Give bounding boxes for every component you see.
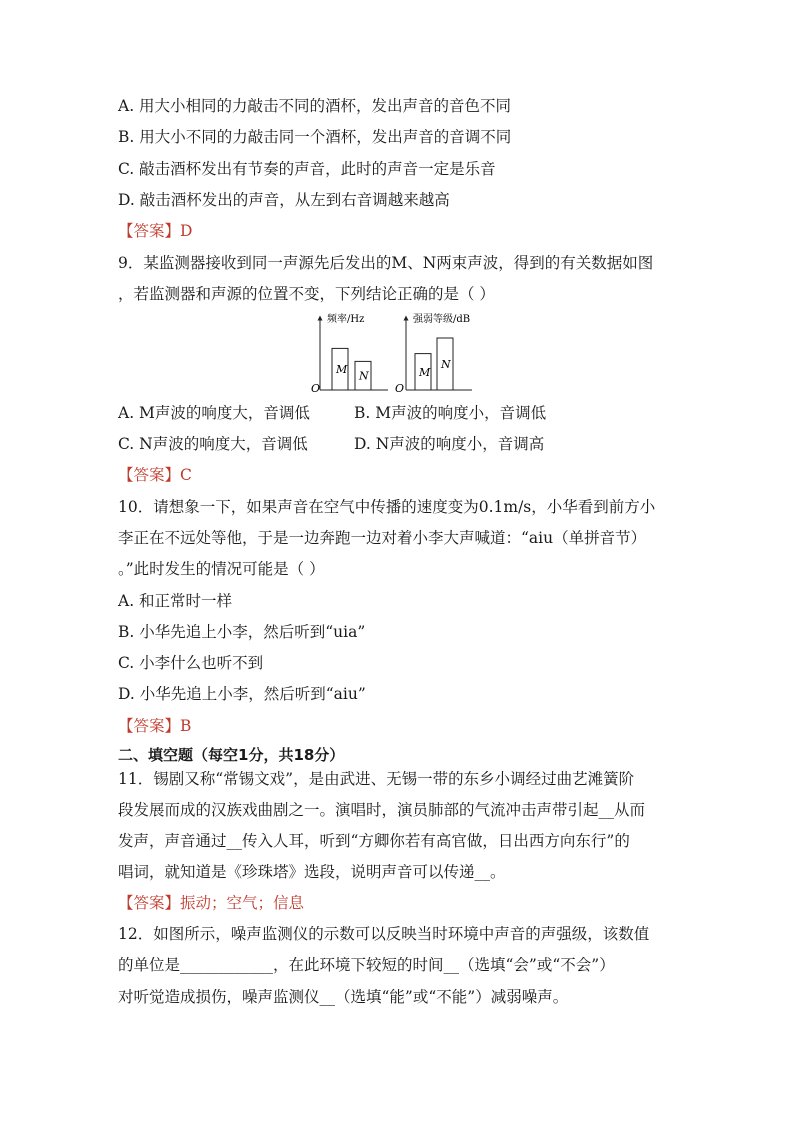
answer-tag: 【答案】 — [118, 717, 181, 735]
left-bar-m-label: M — [336, 363, 348, 377]
answer-tag: 【答案】 — [118, 894, 181, 912]
q9-options-row1 — [118, 403, 547, 423]
q8-option-d: D. 敲击酒杯发出的声音，从左到右音调越来越高 — [118, 191, 450, 209]
q9-figure — [300, 310, 500, 400]
origin-label-right: O — [395, 382, 405, 395]
answer-tag: 【答案】 — [118, 222, 181, 240]
answer-value: C — [180, 466, 192, 484]
section-heading: 二、填空题（每空1分，共18分） — [118, 746, 345, 764]
q8-option-a: A. 用大小相同的力敲击不同的酒杯，发出声音的音色不同 — [118, 97, 512, 115]
q10-stem-line1: 10．请想象一下，如果声音在空气中传播的速度变为0.1m/s，小华看到前方小 — [118, 498, 656, 516]
answer-value: D — [180, 222, 193, 240]
q10-stem-line3: 。”此时发生的情况可能是（ ） — [118, 560, 325, 578]
q10-option-d: D. 小华先追上小李，然后听到“aiu” — [118, 685, 366, 703]
left-axis-label: 频率/Hz — [327, 314, 365, 325]
q11-stem-line4: 唱词，就知道是《珍珠塔》选段，说明声音可以传递__。 — [118, 863, 506, 881]
q8-option-b: B. 用大小不同的力敲击同一个酒杯，发出声音的音调不同 — [118, 128, 512, 146]
q11-stem-line2: 段发展而成的汉族戏曲剧之一。演唱时，演员肺部的气流冲击声带引起__从而 — [118, 801, 646, 819]
q9-option-a: A. M声波的响度大，音调低 — [118, 404, 310, 422]
answer-value: 振动；空气；信息 — [180, 894, 305, 912]
q9-option-b: B. M声波的响度小，音调低 — [354, 404, 547, 422]
answer-value: B — [180, 717, 192, 735]
q12-stem-line1: 12．如图所示，噪声监测仪的示数可以反映当时环境中声音的声强级，该数值 — [118, 925, 650, 943]
q10-option-a: A. 和正常时一样 — [118, 592, 233, 610]
q10-stem-line2: 李正在不远处等他，于是一边奔跑一边对着小李大声喊道：“aiu（单拼音节） — [118, 529, 647, 547]
q9-option-d: D. N声波的响度小，音调高 — [354, 435, 545, 453]
q8-option-c: C. 敲击酒杯发出有节奏的声音，此时的声音一定是乐音 — [118, 160, 496, 178]
left-bar-n-label: N — [359, 369, 369, 383]
right-axis-label: 强弱等级/dB — [413, 314, 471, 325]
q9-stem-line1: 9．某监测器接收到同一声源先后发出的M、N两束声波，得到的有关数据如图 — [118, 254, 654, 272]
q12-stem-line2: 的单位是____________，在此环境下较短的时间__（选填“会”或“不会”） — [118, 956, 615, 974]
right-bar-n-label: N — [441, 358, 451, 371]
q10-answer — [118, 716, 191, 736]
q9-answer — [118, 465, 192, 485]
q8-answer — [118, 221, 192, 241]
q11-answer — [118, 893, 304, 913]
q9-option-c: C. N声波的响度大，音调低 — [118, 435, 308, 453]
origin-label-left: O — [311, 382, 321, 395]
q11-stem-line1: 11．锡剧又称“常锡文戏”，是由武进、无锡一带的东乡小调经过曲艺滩簧阶 — [118, 770, 635, 788]
q12-stem-line3: 对听觉造成损伤，噪声监测仪__（选填“能”或“不能”）减弱噪声。 — [118, 988, 569, 1006]
right-bar-m-label: M — [419, 365, 431, 379]
q9-stem-line2: ，若监测器和声源的位置不变，下列结论正确的是（ ） — [118, 285, 495, 303]
q11-stem-line3: 发声，声音通过__传入人耳，听到“方卿你若有高官做，日出西方向东行”的 — [118, 832, 630, 850]
q10-option-b: B. 小华先追上小李，然后听到“uia” — [118, 623, 366, 641]
answer-tag: 【答案】 — [118, 466, 181, 484]
q9-options-row2 — [118, 434, 545, 454]
q10-option-c: C. 小李什么也听不到 — [118, 654, 264, 672]
